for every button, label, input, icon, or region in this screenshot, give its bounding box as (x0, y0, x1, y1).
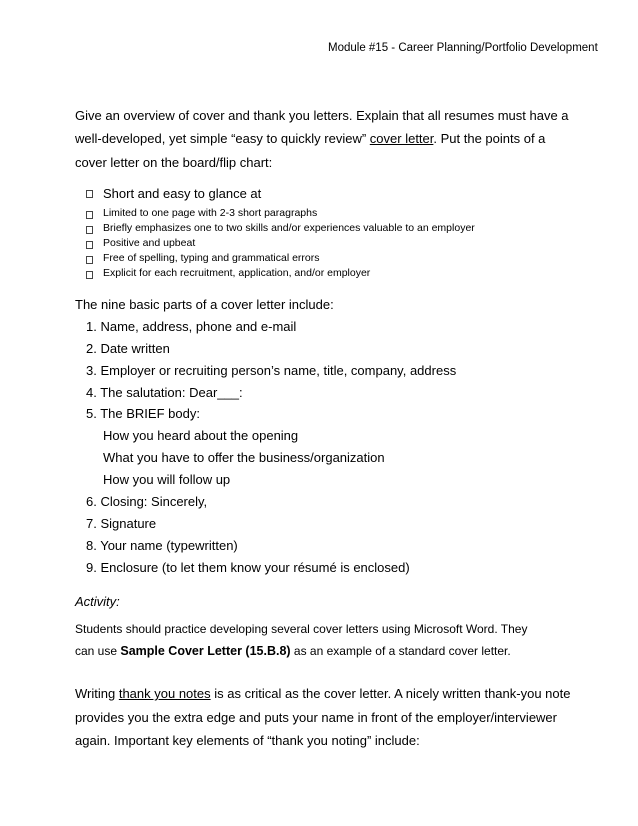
page-header: Module #15 - Career Planning/Portfolio Development (328, 42, 598, 54)
bullet-box-icon (86, 190, 93, 198)
activity-line-1: Students should practice developing several cover letters using Microsoft Word. They (75, 622, 528, 636)
bullet-item: Positive and upbeat (103, 237, 196, 249)
bullet-item: Explicit for each recruitment, application, and/or employer (103, 267, 371, 279)
bullet-box-icon (86, 226, 93, 234)
activity-line-2 (75, 644, 511, 658)
parts-item: 3. Employer or recruiting person’s name, title, company, address (86, 363, 457, 378)
bullet-item: Briefly emphasizes one to two skills and/or experiences valuable to an employer (103, 222, 475, 234)
parts-item: 5. The BRIEF body: (86, 406, 200, 421)
intro-line-3: cover letter on the board/flip chart: (75, 155, 273, 170)
parts-subitem: How you heard about the opening (103, 428, 299, 443)
thanks-line-3: again. Important key elements of “thank you noting” include: (75, 733, 420, 748)
intro-line-2-text: well-developed, yet simple “easy to quickly review” (75, 131, 370, 146)
activity-line-2-end: as an example of a standard cover letter. (290, 644, 511, 658)
bullet-main: Short and easy to glance at (103, 186, 262, 201)
thanks-line-1-end: is as critical as the cover letter. A nicely written thank-you note (210, 686, 571, 701)
intro-line-2-end: . Put the points of a (433, 131, 546, 146)
bullet-item: Limited to one page with 2-3 short paragraphs (103, 207, 318, 219)
parts-item: 1. Name, address, phone and e-mail (86, 319, 297, 334)
activity-line-2-text: can use (75, 644, 121, 658)
thanks-line-1-text: Writing (75, 686, 119, 701)
sample-cover-letter-ref: Sample Cover Letter (15.B.8) (120, 644, 291, 658)
parts-item: 4. The salutation: Dear___: (86, 385, 243, 400)
bullet-box-icon (86, 241, 93, 249)
parts-item: 9. Enclosure (to let them know your résumé is enclosed) (86, 560, 410, 575)
cover-letter-link[interactable]: cover letter (369, 131, 434, 146)
parts-subitem: What you have to offer the business/organization (103, 450, 385, 465)
bullet-box-icon (86, 256, 93, 264)
parts-item: 6. Closing: Sincerely, (86, 494, 208, 509)
parts-item: 7. Signature (86, 516, 157, 531)
parts-item: 2. Date written (86, 341, 170, 356)
intro-line-2 (75, 131, 545, 146)
parts-subitem: How you will follow up (103, 472, 231, 487)
thank-you-notes-link[interactable]: thank you notes (118, 686, 211, 701)
activity-heading: Activity: (75, 594, 120, 609)
intro-line-1: Give an overview of cover and thank you letters. Explain that all resumes must have a (75, 108, 569, 123)
bullet-item: Free of spelling, typing and grammatical errors (103, 252, 320, 264)
bullet-box-icon (86, 211, 93, 219)
parts-item: 8. Your name (typewritten) (86, 538, 238, 553)
parts-heading: The nine basic parts of a cover letter include: (75, 297, 334, 312)
thanks-line-2: provides you the extra edge and puts your name in front of the employer/interviewer (75, 710, 557, 725)
thanks-line-1 (75, 686, 570, 701)
bullet-box-icon (86, 271, 93, 279)
